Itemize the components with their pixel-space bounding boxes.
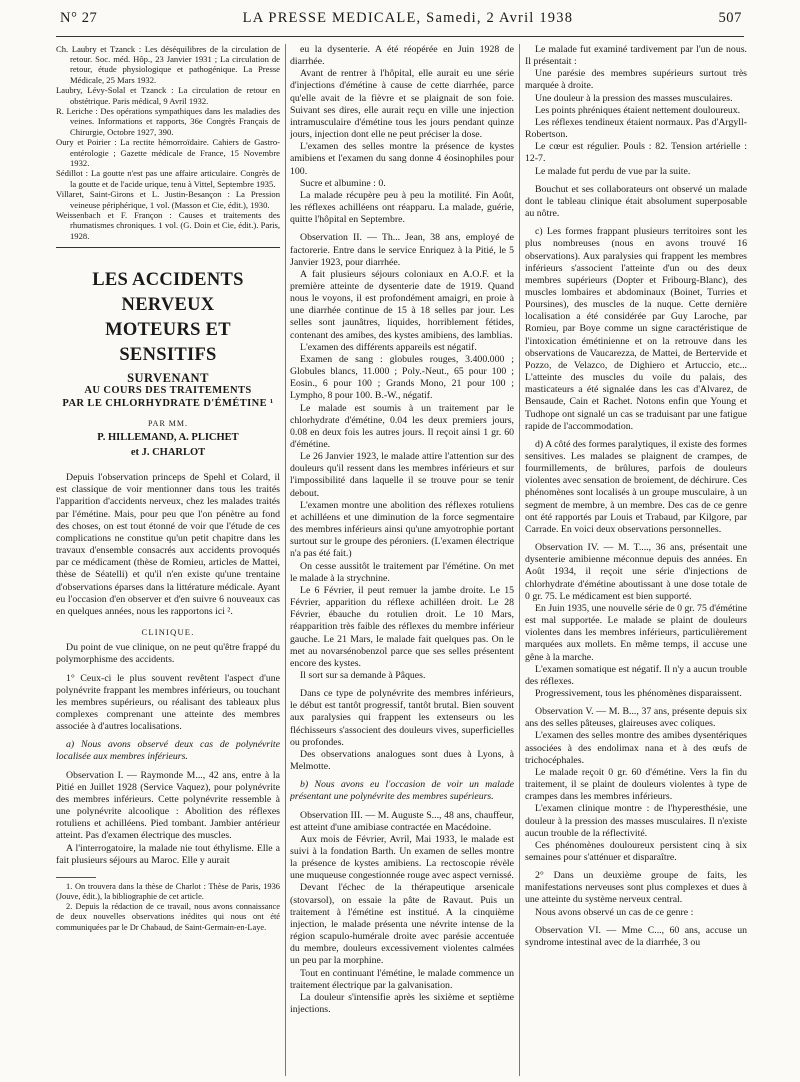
body-paragraph: Tout en continuant l'émétine, le malade commence un traitement électrique par la galvanisation.: [290, 967, 514, 991]
observation-paragraph: Observation VI. — Mme C..., 60 ans, accuse un syndrome intestinal avec de la diarrhée, 3 ou: [525, 924, 747, 948]
article-authors: [56, 430, 280, 460]
body-paragraph: Des observations analogues sont dues à Lyons, à Melmotte.: [290, 748, 514, 773]
journal-title-date: LA PRESSE MEDICALE, Samedi, 2 Avril 1938: [242, 10, 574, 26]
body-paragraph: On cesse aussitôt le traitement par l'émétine. On met le malade à la strychnine.: [290, 560, 514, 584]
body-paragraph: Une douleur à la pression des masses musculaires.: [535, 92, 733, 104]
article-separator: [56, 247, 280, 248]
body-paragraph: d) A côté des formes paralytiques, il existe des formes sensitives. Les malades se plaignent de crampes, de fourmillements, de brûlures, parfois de douleurs violentes avec sensation de broiement, de déchirure. Ces phénomènes sont localisés à un groupe musculaire, à un segment de membre, à un membre. Des cas de ce genre ont été rapportés par Louis et Trabaud, par Kilgore, par Carrade. En voici deux observations personnelles.: [525, 438, 747, 535]
bibliography-entry: R. Leriche : Des opérations sympathiques dans les maladies des veines. Informations et rapports, 36e Congrès Français de Chirurgie, Octobre 1927, 390.: [56, 106, 280, 137]
body-paragraph: Depuis l'observation princeps de Spehl et Colard, il est classique de voir mentionner dans tous les traités l'apparition d'accidents nerveux, chez les malades traités par l'émétine. Mais, pour peu que l'on pénètre au fond des choses, on est tout étonné de voir que l'étude de ces complications ne constitue qu'un petit chapitre dans les travaux d'ensemble consacrés aux accidents provoqués par ce médicament (thèse de Romieu, articles de Mattei, thèse de Séatelli) et qu'il n'en existe qu'une trentaine d'observations éparses dans la littérature médicale. Ayant eu l'occasion d'en observer et d'en suivre 6 nouveaux cas en quelques années, nous les rapportons ici ².: [56, 472, 280, 617]
bibliography-entry: Sédillot : La goutte n'est pas une affaire articulaire. Congrès de la goutte et de l'acide urique, tenu à Vittel, Septembre 1935.: [56, 168, 280, 189]
body-paragraph: L'examen des différents appareils est négatif.: [300, 341, 477, 353]
body-paragraph: Il sort sur sa demande à Pâques.: [300, 669, 426, 681]
body-paragraph: Le malade fut examiné tardivement par l'un de nous. Il présentait :: [525, 44, 747, 68]
body-paragraph: Le 26 Janvier 1923, le malade attire l'attention sur des douleurs qu'il ressent dans les membres inférieurs et sur l'impossibilité dans laquelle il se trouve pour se tenir debout.: [290, 451, 514, 499]
bibliography-entry: Laubry, Lévy-Solal et Tzanck : La circulation de retour en obstétrique. Paris médical, 9 Avril 1932.: [56, 85, 280, 106]
section-heading: CLINIQUE.: [141, 627, 195, 638]
column-rule-2: [519, 44, 520, 1076]
body-paragraph: Ces phénomènes douloureux persistent cinq à six semaines pour s'atténuer et disparaître.: [525, 839, 747, 863]
body-paragraph: a) Nous avons observé deux cas de polynévrite localisée aux membres inférieurs.: [56, 739, 280, 763]
body-paragraph: Le cœur est régulier. Pouls : 82. Tension artérielle : 12-7.: [525, 141, 747, 165]
page-header: [60, 10, 742, 36]
article-title-line: MOTEURS ET SENSITIFS: [105, 319, 231, 365]
byline-prefix: PAR MM.: [147, 419, 189, 429]
authors-line: P. HILLEMAND, A. PLICHET: [97, 432, 239, 444]
bibliography-entry: Ch. Laubry et Tzanck : Les déséquilibres de la circulation de retour. Soc. méd. Hôp., 23 Janvier 1931 ; La circulation de retour, étude physiologique et pathogénique. La Presse Médicale, 25 Mars 1932.: [56, 44, 280, 85]
bibliography-list: [56, 44, 280, 241]
column-2: [290, 44, 514, 1076]
page-number: 507: [718, 10, 742, 26]
observation-paragraph: Observation I. — Raymonde M..., 42 ans, entre à la Pitié en Juillet 1928 (Service Vaquez), pour polynévrite des membres inférieurs. Cette polynévrite ressemble à une polynévrite alcoolique : Abolition des réflexes rotuliens et achilléens. Pied tombant. Jambier antérieur atteint. Pas d'examen électrique des muscles.: [56, 769, 280, 842]
observation-paragraph: Observation II. — Th... Jean, 38 ans, employé de factorerie. Entre dans le service Enriquez à la Pitié, le 5 Janvier 1923, pour diarrhée.: [290, 232, 514, 268]
article-subtitle-line: PAR LE CHLORHYDRATE D'ÉMÉTINE ¹: [62, 398, 274, 410]
body-paragraph: Le malade est soumis à un traitement par le chlorhydrate d'émétine, 0.04 les deux premiers jours, 0.08 en deux fois les autres jours. Il reçoit ainsi 1 gr. 60 d'émétine.: [290, 402, 514, 450]
article-title: [56, 268, 280, 368]
bibliography-entry: Villaret, Saint-Girons et L. Justin-Besançon : La Pression veineuse périphérique, 1 vol. (Masson et Cie, édit.), 1930.: [56, 189, 280, 210]
body-paragraph: L'examen clinique montre : de l'hyperesthésie, une douleur à la pression des masses musculaires. Il n'existe aucun trouble de la réflectivité.: [525, 803, 747, 839]
article-subtitle: [56, 384, 280, 410]
body-paragraph: Dans ce type de polynévrite des membres inférieurs, le début est tantôt progressif, tantôt brutal. Bien souvent aux paralysies qui frappent les extenseurs ou les fléchisseurs s'associent des douleurs vives, superficielles ou profondes.: [290, 688, 514, 748]
bibliography-entry: Weissenbach et F. Françon : Causes et traitements des rhumatismes chroniques. 1 vol. (G. Doin et Cie, édit.). Paris, 1928.: [56, 210, 280, 241]
body-paragraph: Les réflexes tendineux étaient normaux. Pas d'Argyll-Robertson.: [525, 116, 747, 141]
footnote: 1. On trouvera dans la thèse de Charlot : Thèse de Paris, 1936 (Jouve, édit.), la bibliographie de cet article.: [56, 881, 280, 902]
body-paragraph: Avant de rentrer à l'hôpital, elle aurait eu une série d'injections d'émétine à cause de cette diarrhée, parce qu'elle avait de la fièvre et se plaignait de son foie. Suivant ses dires, elle aurait reçu en ville une injection intramusculaire d'émétine tous les jours pendant quinze jours, injection dont elle ne peut préciser la dose.: [290, 68, 514, 141]
column-3: [525, 44, 747, 1076]
body-paragraph: b) Nous avons eu l'occasion de voir un malade présentant une polynévrite des membres supérieurs.: [290, 779, 514, 803]
article-subtitle-survenant: SURVENANT: [127, 370, 209, 385]
observation-paragraph: Observation V. — M. B..., 37 ans, présente depuis six ans des selles pâteuses, glaireuses avec coliques.: [525, 706, 747, 730]
body-paragraph: La douleur s'intensifie après les sixième et septième injections.: [290, 991, 514, 1016]
body-paragraph: eu la dysenterie. A été réopérée en Juin 1928 de diarrhée.: [290, 44, 514, 68]
observation-paragraph: Observation IV. — M. T...., 36 ans, présentait une dysenterie amibienne méconnue depuis des années. En Août 1934, il reçoit une série d'injections de chlorhydrate d'émétine aboutissant à une dose totale de 0 gr. 75. Le médicament est bien supporté.: [525, 542, 747, 602]
body-paragraph: Sucre et albumine : 0.: [300, 177, 386, 189]
body-paragraph: Le 6 Février, il peut remuer la jambe droite. Le 15 Février, apparition du réflexe achilléen droit. Le 28 Février, ébauche du rotulien droit. Le 10 Mars, réapparition très faible des réflexes du membre inférieur gauche. Le 21 Mars, le malade fait quelques pas. On le met au novarsénobenzol parce que ses selles présentent encore des kystes.: [290, 584, 514, 669]
body-paragraph: c) Les formes frappant plusieurs territoires sont les plus nombreuses (nous en avons trouvé 16 observations). Aux paralysies qui frappent les membres inférieurs s'associent l'atteinte d'un ou des deux membres supérieurs (Dopter et Fribourg-Blanc), des muscles lombaires et abdominaux (Boinet, Turries et Poursines), des muscles de la nuque. Cette dernière localisation a été considérée par Guy Laroche, par Romieu, par Boye comme un signe caractéristique de l'intoxication émétinienne et on la retrouve dans les observations de Vaucarezza, de Mattei, de Bertervide et Pozzo, de Velazco, de Dighiero et Artuccio, etc... L'atteinte des muscles du voile du palais, des masticateurs a été signalée dans les cas d'Alvarez, de Bensaude, Cain et Rachet. Notons enfin que Young et Tudhope ont signalé un cas se traduisant par une fatigue rapide de l'accommodation.: [525, 226, 747, 432]
issue-number: N° 27: [60, 10, 98, 26]
body-paragraph: Progressivement, tous les phénomènes disparaissent.: [535, 687, 742, 699]
bibliography-entry: Oury et Poirier : La rectite hémorroïdaire. Cahiers de Gastro-entérologie ; Gazette médicale de France, 15 Novembre 1932.: [56, 137, 280, 168]
body-paragraph: L'examen des selles montre des amibes dysentériques associées à des endolimax nana et à des œufs de trichocéphales.: [525, 730, 747, 766]
body-paragraph: En Juin 1935, une nouvelle série de 0 gr. 75 d'émétine est mal supportée. Le malade se plaint de douleurs violentes dans les membres inférieurs, particulièrement marquées aux mollets. En même temps, il accuse une gêne à la marche.: [525, 602, 747, 663]
column-1: [56, 44, 280, 1076]
article-subtitle-line: AU COURS DES TRAITEMENTS: [84, 385, 252, 397]
body-paragraph: La malade récupère peu à peu la motilité. Fin Août, les réflexes achilléens ont réapparu. La malade, guérie, quitte l'hôpital en Septembre.: [290, 189, 514, 226]
header-rule: [56, 36, 744, 37]
body-paragraph: Le malade fut perdu de vue par la suite.: [535, 165, 691, 177]
body-paragraph: Du point de vue clinique, on ne peut qu'être frappé du polymorphisme des accidents.: [56, 642, 280, 666]
body-paragraph: L'examen des selles montre la présence de kystes amibiens et l'examen du sang donne 4 éosinophiles pour 100.: [290, 141, 514, 177]
section-paragraph: 2° Dans un deuxième groupe de faits, les manifestations nerveuses sont plus complexes et dues à une atteinte du système nerveux central.: [525, 870, 747, 906]
body-paragraph: 1° Ceux-ci le plus souvent revêtent l'aspect d'une polynévrite frappant les membres inférieurs, ou touchant les membres supérieurs, ou réalisant des tableaux plus complexes comprenant une atteinte des membres associée à d'autres localisations.: [56, 672, 280, 733]
observation-paragraph: Observation III. — M. Auguste S..., 48 ans, chauffeur, est atteint d'une amibiase contractée en Macédoine.: [290, 809, 514, 833]
body-paragraph: Examen de sang : globules rouges, 3.400.000 ; Globules blancs, 11.000 ; Poly.-Neut., 65 pour 100 ; Eosin., 6 pour 100 ; Grands Mono, 21 pour 100 ; Lympho, 8 pour 100. B.-W., négatif.: [290, 353, 514, 402]
footnote: 2. Depuis la rédaction de ce travail, nous avons connaissance de deux nouvelles observations inédites qui nous ont été communiquées par le Dr Chabaud, de Saint-Germain-en-Laye.: [56, 902, 280, 932]
body-paragraph: Le malade reçoit 0 gr. 60 d'émétine. Vers la fin du traitement, il se plaint de douleurs violentes à type de crampes dans les membres inférieurs.: [525, 766, 747, 803]
body-paragraph: Nous avons observé un cas de ce genre :: [535, 906, 694, 918]
body-paragraph: L'examen somatique est négatif. Il n'y a aucun trouble des réflexes.: [525, 663, 747, 687]
body-paragraph: A l'interrogatoire, la malade nie tout éthylisme. Elle a fait plusieurs séjours au Maroc. Elle y aurait: [56, 842, 280, 866]
body-paragraph: Les points phréniques étaient nettement douloureux.: [535, 104, 741, 116]
authors-line: et J. CHARLOT: [130, 447, 206, 459]
body-paragraph: Bouchut et ses collaborateurs ont observé un malade dont le tableau clinique était absolument superposable au nôtre.: [525, 183, 747, 220]
body-paragraph: L'examen montre une abolition des réflexes rotuliens et achilléens et une diminution de la force segmentaire des membres inférieurs ainsi qu'une amyotrophie portant surtout sur le groupe des péroniers. (L'examen électrique n'a pas été fait.): [290, 499, 514, 560]
body-paragraph: Aux mois de Février, Avril, Mai 1933, le malade est suivi à la fondation Barth. Un examen de selles montre la présence de kystes amibiens. La rectoscopie révèle une muqueuse congestionnée rouge avec aspect vernissé.: [290, 833, 514, 882]
body-paragraph: A fait plusieurs séjours coloniaux en A.O.F. et la première atteinte de dysenterie date de 1919. Quand nous le voyons, il est profondément amaigri, en proie à une diarrhée continue de 15 à 18 selles par jour. Les selles sont jaunâtres, liquides, horriblement fétides, contenant des amibes, des kystes amibiens, des lamblias.: [290, 268, 514, 341]
column-rule-1: [285, 44, 286, 1076]
footnote-rule: [56, 877, 96, 878]
article-title-line: LES ACCIDENTS NERVEUX: [92, 269, 244, 315]
body-paragraph: Une parésie des membres supérieurs surtout très marquée à droite.: [525, 68, 747, 92]
body-paragraph: Devant l'échec de la thérapeutique arsenicale (stovarsol), on essaie la pâte de Ravaut. Puis un traitement à l'émétine est institué. A la cinquième injection, le malade présenta une névrite intense de la région scapulo-humérale droite avec parésie accentuée du membre, douleurs excessivement violentes calmées un peu par la morphine.: [290, 882, 514, 967]
